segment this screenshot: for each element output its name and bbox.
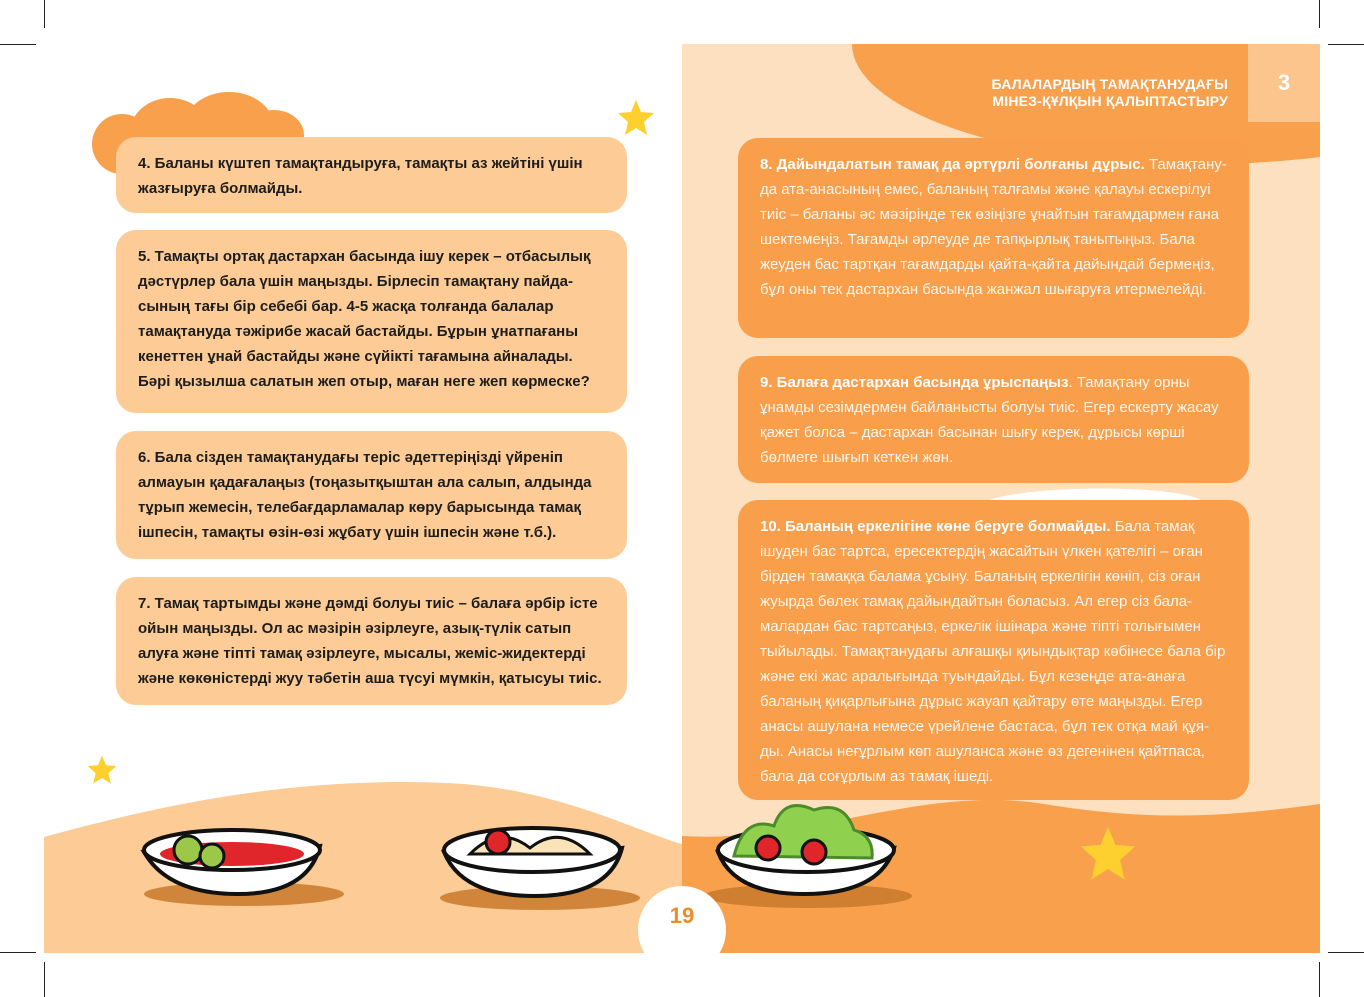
tip-card-8	[738, 138, 1249, 338]
tip-card-10	[738, 500, 1249, 800]
tip-text: 7. Тамақ тартымды және дәмді болуы тиіс – балаға әрбір істе ойын маңызды. Ол ас мәзірін әзірлеуге, азық-түлік сатып алуға және тіпті тамақ әзірлеуге, мысалы, жеміс-жидектерді және көкөністерді жуу тәбетін аша түсуі мүмкін, қатысуы тиіс.	[138, 595, 602, 687]
star-icon	[616, 98, 656, 138]
crop-mark	[44, 0, 45, 28]
tip-card-5	[116, 230, 627, 413]
tip-text: . Тамақтану орны ұнамды сезімдермен байланысты болуы тиіс. Егер ескерту жасау қажет болса – дастархан басынан шығу керек, дұрысы көрші бөлмеге шығып кеткен жөн.	[760, 374, 1219, 466]
crop-mark	[0, 44, 36, 45]
star-icon	[1078, 824, 1138, 884]
crop-mark	[1319, 0, 1320, 28]
salad-bowl-icon	[704, 796, 918, 916]
crop-mark	[1328, 952, 1364, 953]
tip-card-9	[738, 356, 1249, 483]
book-spread	[44, 44, 1320, 953]
chapter-title-line1: БАЛАЛАРДЫҢ ТАМАҚТАНУДАҒЫ	[991, 76, 1228, 92]
chapter-number: 3	[1248, 44, 1320, 122]
chapter-title-line2: МІНЕЗ-ҚҰЛҚЫН ҚАЛЫПТАСТЫРУ	[992, 93, 1228, 109]
crop-mark	[44, 962, 45, 997]
star-icon	[86, 754, 118, 786]
crop-mark	[1328, 44, 1364, 45]
tip-card-4	[116, 137, 627, 213]
soup-bowl-icon	[138, 824, 350, 914]
tip-text: 6. Бала сізден тамақтанудағы теріс әдеттеріңізді үйреніп алмауын қадағалаңыз (тоңазытқыштан ала салып, алдында тұрып жемесін, телебағдарламалар көру барысында тамақ ішпесін, тамақты өзін-өзі жұбату үшін ішпесін және т.б.).	[138, 449, 592, 541]
tip-lead: 8. Дайындалатын тамақ да әртүрлі болғаны дұрыс.	[760, 156, 1145, 173]
tip-card-7	[116, 577, 627, 705]
tip-lead: 9. Балаға дастархан басында ұрыспаңыз	[760, 374, 1069, 391]
pasta-bowl-icon	[440, 818, 652, 918]
tip-lead: 10. Баланың еркелігіне көне беруге болмайды.	[760, 518, 1111, 535]
crop-mark	[1319, 962, 1320, 997]
tip-card-6	[116, 431, 627, 559]
tip-text: 4. Баланы күштеп тамақтандыруға, тамақты аз жейтіні үшін жазғыруға болмайды.	[138, 155, 583, 197]
tip-text: Тамақтану-да ата-анасының емес, баланың талғамы және қалауы ескерілуі тиіс – баланы әс мәзірінде тек өзіңізге ұнайтын тағамдармен ғана шектемеңіз. Тағамды әрлеуде де тапқырлық танытыңыз. Бала жеуден бас тартқан тағамдарды қайта-қайта дайындай бермеңіз, бұл оны тек дастархан басында жанжал шығаруға итермелейді.	[760, 156, 1227, 298]
page-number: 19	[638, 886, 726, 953]
tip-text: 5. Тамақты ортақ дастархан басында ішу керек – отбасылық дәстүрлер бала үшін маңызды. Бірлесіп тамақтану пайда-сының тағы бір себебі бар. 4-5 жасқа толғанда балалар тамақтануда тәжірибе жасай бастайды. Бұрын ұнатпағаны кенеттен ұнай бастайды және сүйікті тағамына айналады. Бәрі қызылша салатын жеп отыр, маған неге жеп көрмеске?	[138, 248, 591, 390]
crop-mark	[0, 952, 36, 953]
tip-text: Бала тамақ ішуден бас тартса, ересектердің жасайтын үлкен қателігі – оған бірден тамаққа балама ұсыну. Баланың еркелігін көніп, сіз оған жуырда бөлек тамақ дайындайтын боласыз. Ал егер сіз бала-малардан бас тартсаңыз, еркелік ішінара және тіпті толығымен тыйылады. Тамақтанудағы алғашқы қиындықтар көбінесе бала бір және екі жас аралығында туындайды. Бұл кезеңде ата-анаға баланың қиқарлығына дұрыс жауап қайтару өте маңызды. Егер анасы ашулана немесе үрейлене бастаса, бұл тек отқа май құя-ды. Анасы неғұрлым көп ашуланса және өз дегенінен қайтпаса, бала да соғұрлым аз тамақ ішеді.	[760, 518, 1226, 785]
